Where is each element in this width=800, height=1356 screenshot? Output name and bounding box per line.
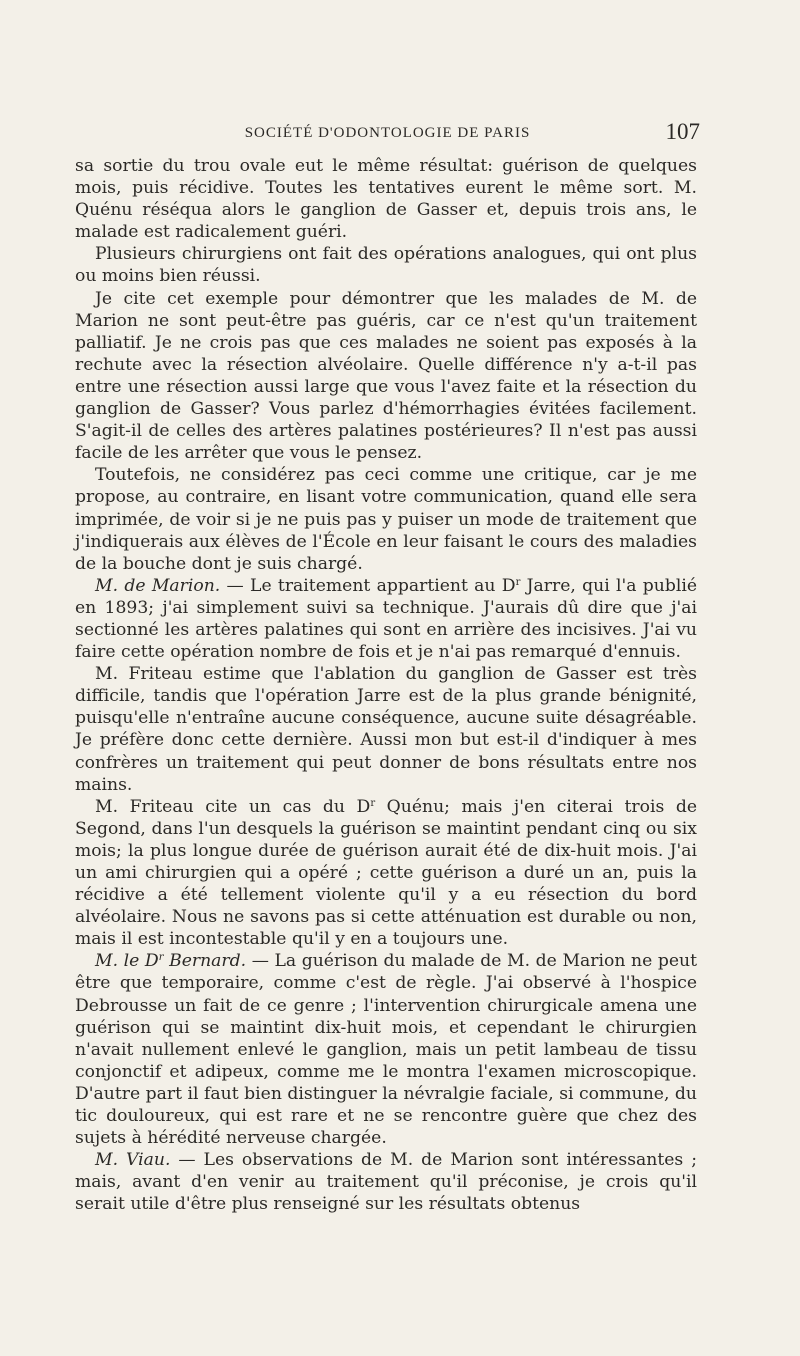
paragraph: [75, 243, 697, 287]
page-body: [75, 155, 697, 1216]
paragraph: [75, 464, 697, 574]
running-head: SOCIÉTÉ D'ODONTOLOGIE DE PARIS: [244, 125, 531, 141]
paragraph-text: Toutefois, ne considérez pas ceci comme une critique, car je me propose, au contraire, en lisant votre communication, quand elle sera imprimée, de voir si je ne puis pas y puiser un mode de traitement que j'indiquerais aux élèves de l'École en leur faisant le cours des maladies de la bouche dont je suis chargé.: [75, 465, 697, 574]
speaker-name-part: M. le D: [95, 951, 159, 972]
paragraph-text: — La guérison du malade de M. de Marion ne peut être que temporaire, comme c'est de règle. J'ai observé à l'hospice Debrousse un fait de ce genre ; l'intervention chirurgicale amena une guérison qui se maintint dix-huit mois, et cependant le chirurgien n'avait nullement enlevé le ganglion, mais un petit lambeau de tissu conjonctif et adipeux, comme me le montra l'examen microscopique. D'autre part il faut bien distinguer la névralgie faciale, si commune, du tic douloureux, qui est rare et ne se rencontre guère que chez des sujets à hérédité nerveuse chargée.: [75, 951, 697, 1149]
superscript: r: [515, 576, 521, 588]
paragraph: [75, 663, 697, 796]
superscript: r: [370, 797, 376, 809]
speaker-name: [95, 951, 246, 971]
page-number: 107: [665, 119, 700, 144]
paragraph: [75, 155, 697, 243]
paragraph: [75, 796, 697, 951]
speaker-name-part: Bernard.: [163, 951, 247, 972]
paragraph-text: Jarre, qui l'a publié en 1893; j'ai simplement suivi sa technique. J'aurais dû dire que j'ai sectionné les artères palatines qui sont en arrière des incisives. J'ai vu faire cette opération nombre de fois et je n'ai pas remarqué d'ennuis.: [75, 575, 697, 663]
paragraph: [75, 575, 697, 663]
paragraph-text: Quénu; mais j'en citerai trois de Segond, dans l'un desquels la guérison se maintint pendant cinq ou six mois; la plus longue durée de guérison aurait été de dix-huit mois. J'ai un ami chirurgien qui a opéré ; cette guérison a duré un an, puis la récidive a été tellement violente qu'il y a eu résection du bord alvéolaire. Nous ne savons pas si cette atténuation est durable ou non, mais il est incontestable qu'il y en a toujours une.: [75, 796, 697, 950]
paragraph-text: M. Friteau cite un cas du D: [95, 796, 371, 817]
superscript: r: [158, 952, 164, 964]
paragraph-text: Plusieurs chirurgiens ont fait des opérations analogues, qui ont plus ou moins bien réussi.: [75, 244, 697, 287]
paragraph: [75, 950, 697, 1149]
speaker-name: M. Viau.: [95, 1150, 171, 1171]
speaker-name: M. de Marion.: [95, 575, 221, 596]
paragraph: [75, 288, 697, 465]
paragraph-text: Je cite cet exemple pour démontrer que les malades de M. de Marion ne sont peut-être pas guéris, car ce n'est qu'un traitement palliatif. Je ne crois pas que ces malades ne soient pas exposés à la rechute avec la résection alvéolaire. Quelle différence n'y a-t-il pas entre une résection aussi large que vous l'avez faite et la résection du ganglion de Gasser? Vous parlez d'hémorrhagies évitées facilement. S'agit-il de celles des artères palatines postérieures? Il n'est pas aussi facile de les arrêter que vous le pensez.: [75, 288, 697, 464]
page-header: [75, 119, 700, 151]
paragraph-text: — Les observations de M. de Marion sont intéressantes ; mais, avant d'en venir au traitement qu'il préconise, je crois qu'il serait utile d'être plus renseigné sur les résultats obtenus: [75, 1150, 698, 1215]
paragraph-text: — Le traitement appartient au D: [220, 575, 516, 596]
paragraph-text: sa sortie du trou ovale eut le même résultat: guérison de quelques mois, puis récidive. Toutes les tentatives eurent le même sort. M. Quénu réséqua alors le ganglion de Gasser et, depuis trois ans, le malade est radicalement guéri.: [75, 156, 697, 243]
paragraph: [75, 1149, 697, 1215]
paragraph-text: M. Friteau estime que l'ablation du ganglion de Gasser est très difficile, tandis que l'opération Jarre est de la plus grande bénignité, puisqu'elle n'entraîne aucune conséquence, aucune suite désagréable. Je préfère donc cette dernière. Aussi mon but est-il d'indiquer à mes confrères un traitement qui peut donner de bons résultats entre nos mains.: [75, 664, 697, 795]
